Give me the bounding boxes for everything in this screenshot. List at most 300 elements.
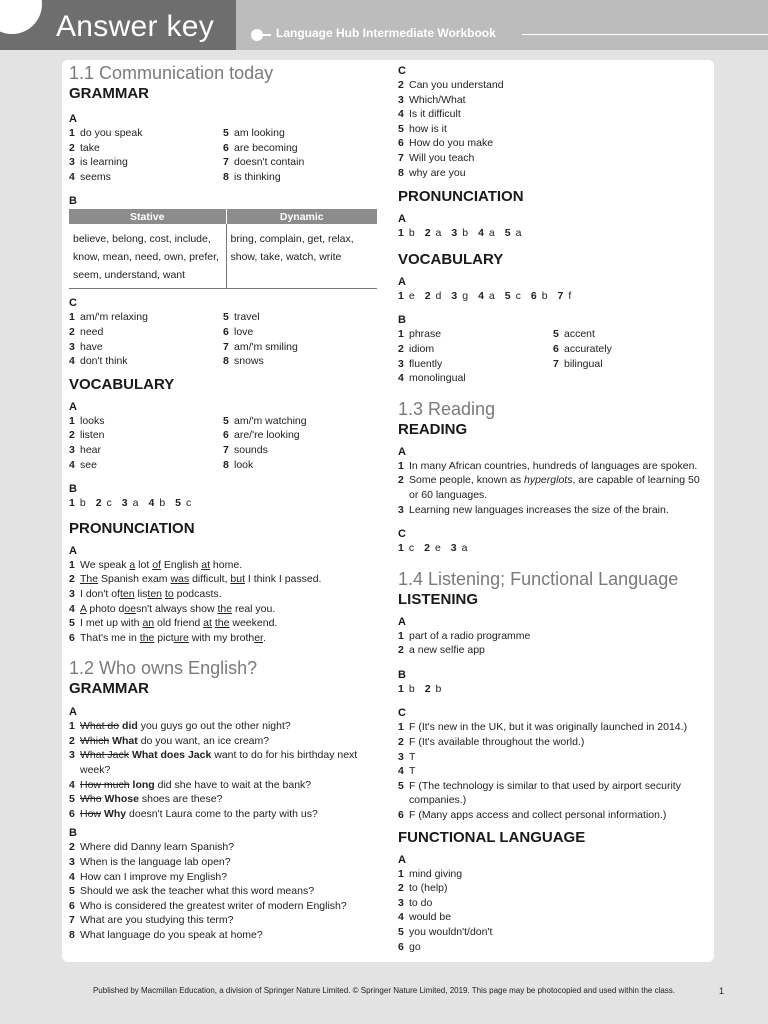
list-item	[398, 136, 708, 151]
exercise-letter: A	[69, 113, 77, 125]
item-text: mind giving	[409, 867, 463, 880]
inline-answers	[69, 496, 377, 511]
text-segment: an	[142, 617, 155, 630]
list-item	[69, 428, 223, 443]
item-text: seems	[80, 170, 111, 183]
item-text: F (Many apps access and collect personal information.)	[409, 809, 667, 822]
item-number: 4	[69, 602, 75, 615]
item-number: 3	[69, 749, 75, 762]
item-number: 1	[398, 227, 404, 240]
list-item	[69, 170, 223, 185]
list-item	[223, 428, 377, 443]
text-segment: , are capable of learning 50 or 60 languages.	[409, 474, 700, 501]
list-item	[69, 870, 377, 885]
item-text	[409, 503, 669, 518]
item-text: sounds	[234, 443, 268, 456]
item-number: 4	[69, 458, 75, 471]
list-item	[223, 443, 377, 458]
item-number: 7	[557, 289, 564, 302]
item-text: am/'m watching	[234, 414, 307, 427]
list-item	[398, 327, 553, 342]
item-number: 2	[398, 882, 404, 895]
struck-text: How much	[80, 778, 130, 791]
item-number: 4	[69, 355, 75, 368]
item-number: 4	[478, 289, 484, 302]
item-text: take	[80, 141, 100, 154]
item-text: F (It's available throughout the world.)	[409, 736, 585, 749]
list-item	[398, 881, 708, 896]
item-text: How can I improve my English?	[80, 870, 228, 883]
item-number: 5	[69, 617, 75, 630]
text-segment: What	[112, 734, 138, 747]
text-segment: hyperglots	[524, 474, 573, 487]
listening-heading: LISTENING	[398, 590, 479, 608]
item-text: c	[106, 497, 112, 510]
text-segment: weekend.	[229, 617, 278, 630]
text-segment: What does Jack	[131, 749, 212, 762]
item-text: how is it	[409, 122, 447, 135]
exercise-letter: A	[69, 544, 77, 557]
item-number: 2	[69, 141, 75, 154]
list-item	[553, 342, 708, 357]
list-item	[69, 458, 223, 473]
reading-heading: READING	[398, 420, 468, 438]
text-segment: at	[203, 617, 212, 630]
item-text: love	[234, 325, 254, 338]
list-item	[398, 764, 708, 779]
text-segment: We speak	[80, 558, 130, 571]
item-text: b	[79, 497, 86, 510]
item-text	[80, 558, 242, 573]
item-number: 2	[398, 736, 404, 749]
vocabulary-heading: VOCABULARY	[69, 375, 175, 393]
item-number: 5	[398, 122, 404, 135]
list-item	[223, 126, 377, 141]
item-number: 8	[223, 458, 229, 471]
text-segment: real you.	[232, 602, 276, 615]
list-item	[398, 473, 708, 502]
answer-list	[69, 414, 377, 472]
item-text: Who is considered the greatest writer of modern English?	[80, 899, 347, 912]
item-text: you wouldn't/don't	[409, 926, 493, 938]
item-text: Where did Danny learn Spanish?	[80, 841, 235, 854]
page-number: 1	[719, 986, 725, 996]
struck-text: What do	[80, 720, 120, 733]
item-number: 1	[69, 720, 75, 733]
exercise-letter: B	[398, 668, 406, 681]
item-text: accent	[564, 328, 595, 341]
item-text: have	[80, 340, 103, 353]
text-segment: I don't of	[80, 587, 120, 600]
list-item	[69, 572, 377, 587]
item-number: 5	[69, 793, 75, 806]
item-number: 4	[398, 108, 404, 121]
item-number: 1	[398, 289, 404, 302]
list-item	[398, 342, 553, 357]
item-number: 1	[69, 558, 75, 571]
item-text: bilingual	[564, 357, 603, 370]
item-number: 3	[69, 443, 75, 456]
item-number: 6	[69, 899, 75, 912]
text-segment: ten	[119, 587, 135, 600]
answer-list	[69, 126, 377, 184]
item-text: c	[408, 542, 415, 555]
item-text: hear	[80, 443, 102, 456]
text-segment: Whose	[104, 793, 139, 806]
section-title-1-4: 1.4 Listening; Functional Language	[398, 568, 679, 589]
exercise-letter: A	[398, 445, 406, 458]
item-number: 5	[398, 926, 404, 938]
item-text: part of a radio programme	[409, 629, 531, 642]
item-number: 5	[175, 497, 181, 510]
text-segment: pict	[154, 631, 174, 644]
text-segment: That's me in	[80, 631, 140, 644]
text-segment: shoes are these?	[138, 793, 223, 806]
list-item	[69, 913, 377, 928]
list-item	[69, 558, 377, 573]
item-text	[80, 734, 269, 749]
list-item	[398, 896, 708, 911]
item-text: a	[461, 542, 468, 555]
item-number: 6	[530, 289, 537, 302]
item-text: c	[186, 497, 192, 510]
item-text	[409, 473, 708, 502]
text-segment: I think I passed.	[245, 573, 322, 586]
list-item	[223, 458, 377, 473]
text-segment: English	[160, 558, 202, 571]
item-text: a new selfie app	[409, 644, 485, 657]
item-text: listen	[80, 429, 105, 442]
functional-language-heading: FUNCTIONAL LANGUAGE	[398, 828, 586, 846]
item-text: b	[408, 227, 415, 240]
item-text: Should we ask the teacher what this word means?	[80, 885, 315, 898]
text-segment: ten	[147, 587, 163, 600]
list-item	[398, 940, 708, 955]
exercise-letter: C	[398, 65, 406, 77]
item-number: 4	[398, 765, 404, 778]
text-segment: of	[152, 558, 161, 571]
item-number: 5	[223, 311, 229, 324]
list-item	[398, 371, 553, 386]
item-text: phrase	[409, 328, 442, 341]
item-text	[80, 778, 311, 793]
pronunciation-heading: PRONUNCIATION	[69, 519, 195, 537]
list-item	[223, 340, 377, 355]
list-item	[223, 414, 377, 429]
list-item	[223, 170, 377, 185]
list-item	[69, 631, 377, 646]
answer-list	[69, 840, 377, 942]
item-text: a	[488, 289, 495, 302]
list-item	[398, 459, 708, 474]
item-text: am/'m smiling	[234, 340, 298, 353]
item-text: Will you teach	[409, 151, 475, 164]
text-segment: did	[122, 720, 138, 733]
answer-list	[398, 867, 708, 955]
item-number: 1	[398, 459, 404, 472]
item-number: 3	[398, 896, 404, 909]
text-segment: oe	[124, 602, 137, 615]
item-text: e	[408, 289, 415, 302]
item-text	[80, 748, 377, 777]
list-item	[69, 126, 223, 141]
item-text: b	[541, 289, 548, 302]
pronunciation-heading: PRONUNCIATION	[398, 188, 524, 206]
answer-list	[398, 459, 708, 517]
item-number: 4	[69, 778, 75, 791]
list-item	[69, 748, 377, 777]
item-text: am/'m relaxing	[80, 311, 148, 324]
item-number: 2	[69, 429, 75, 442]
item-text	[80, 602, 275, 617]
list-item	[69, 325, 223, 340]
item-text: b	[462, 227, 469, 240]
list-item	[398, 867, 708, 882]
page-header	[0, 0, 768, 50]
header-subtitle-block	[236, 0, 768, 50]
list-item	[69, 616, 377, 631]
item-text	[80, 587, 222, 602]
item-text: d	[435, 289, 442, 302]
exercise-letter: A	[69, 706, 77, 719]
item-text: F (The technology is similar to that used by airport security companies.)	[409, 779, 681, 807]
item-text: Which/What	[409, 93, 466, 106]
struck-text: Who	[80, 793, 102, 806]
item-number: 2	[424, 682, 431, 695]
answer-list	[69, 310, 377, 368]
item-text: c	[515, 289, 521, 302]
publisher-footer: Published by Macmillan Education, a division of Springer Nature Limited. © Springer Nature Limited, 2019. This page may be photocopied and used within the class.	[92, 986, 676, 995]
inline-answers	[398, 541, 708, 556]
list-item	[398, 779, 708, 808]
item-number: 2	[398, 474, 404, 487]
text-segment: home.	[210, 558, 243, 571]
section-title-1-1: 1.1 Communication today	[69, 63, 274, 83]
text-segment: to	[164, 587, 174, 600]
item-text: would be	[409, 911, 452, 924]
item-number: 1	[398, 542, 404, 555]
item-text: What are you studying this term?	[80, 914, 234, 927]
item-number: 3	[69, 587, 75, 600]
exercise-letter: A	[398, 275, 406, 288]
struck-text: Which	[80, 734, 110, 747]
item-text: are becoming	[234, 141, 298, 154]
list-item	[69, 602, 377, 617]
item-number: 3	[451, 227, 458, 240]
list-item	[69, 719, 377, 734]
text-segment: want to do for his birthday next week?	[80, 749, 358, 777]
item-text: fluently	[409, 357, 443, 370]
item-text: look	[234, 458, 254, 471]
stative-verbs-cell: believe, belong, cost, include, know, mean, need, own, prefer, seem, understand, want	[69, 224, 226, 289]
item-text: accurately	[564, 342, 612, 355]
right-column	[398, 64, 708, 954]
text-segment: old friend	[154, 617, 204, 630]
item-text: a	[435, 227, 442, 240]
list-item	[69, 443, 223, 458]
item-number: 6	[223, 325, 229, 338]
list-item	[398, 78, 708, 93]
item-text: go	[409, 940, 421, 953]
exercise-letter: A	[398, 213, 406, 226]
item-number: 3	[121, 497, 128, 510]
list-item	[69, 899, 377, 914]
exercise-letter: B	[69, 827, 77, 840]
item-text	[80, 719, 291, 734]
exercise-letter: C	[69, 297, 77, 310]
item-text: T	[409, 765, 416, 778]
inline-answers	[398, 682, 708, 697]
struck-text: What Jack	[80, 749, 130, 762]
header-circle-decoration	[0, 0, 42, 34]
list-item	[398, 93, 708, 108]
item-number: 2	[398, 342, 404, 355]
bullet-dot-icon	[251, 29, 263, 41]
item-number: 4	[398, 911, 404, 924]
item-number: 7	[223, 156, 229, 169]
left-column	[69, 62, 377, 943]
item-number: 8	[223, 170, 229, 183]
item-number: 3	[398, 503, 404, 516]
section-title-1-3: 1.3 Reading	[398, 398, 496, 419]
list-item	[69, 587, 377, 602]
item-number: 5	[553, 328, 559, 341]
text-segment: sn't always show	[136, 602, 218, 615]
item-number: 2	[398, 79, 404, 91]
list-item	[69, 928, 377, 943]
list-item	[553, 357, 708, 372]
stative-dynamic-table	[69, 209, 377, 289]
text-segment: Why	[103, 807, 127, 820]
text-segment: doesn't Laura come to the party with us?	[126, 807, 318, 820]
item-number: 3	[398, 357, 404, 370]
text-segment: Some people, known as	[409, 474, 524, 487]
exercise-letter: A	[398, 853, 406, 866]
item-text: doesn't contain	[234, 156, 305, 169]
item-number: 5	[398, 779, 404, 792]
item-number: 5	[504, 289, 511, 302]
list-item	[398, 735, 708, 750]
list-item	[223, 310, 377, 325]
item-number: 4	[69, 170, 75, 183]
item-number: 6	[398, 137, 404, 150]
item-number: 3	[398, 750, 404, 763]
answer-list	[398, 629, 708, 658]
item-number: 8	[69, 929, 75, 941]
item-number: 5	[223, 127, 229, 139]
item-number: 7	[223, 340, 229, 353]
list-item	[69, 778, 377, 793]
struck-text: How	[80, 807, 102, 820]
item-number: 7	[69, 914, 75, 927]
grammar-heading: GRAMMAR	[69, 85, 149, 102]
item-number: 1	[398, 328, 404, 341]
list-item	[398, 910, 708, 925]
item-text: to do	[409, 896, 433, 909]
item-text: a	[132, 497, 139, 510]
item-text: travel	[234, 311, 260, 324]
answer-list	[398, 720, 708, 822]
list-item	[398, 808, 708, 823]
answer-list	[398, 327, 708, 385]
text-segment: the	[139, 631, 155, 644]
text-segment: a	[129, 558, 136, 571]
list-item	[69, 792, 377, 807]
exercise-letter: C	[398, 707, 406, 720]
list-item	[223, 325, 377, 340]
list-item	[398, 151, 708, 166]
item-number: 8	[223, 355, 229, 368]
text-segment: A	[80, 602, 87, 615]
item-number: 7	[398, 151, 404, 164]
list-item	[398, 750, 708, 765]
item-text: g	[462, 289, 469, 302]
text-segment: ure	[173, 631, 189, 644]
exercise-letter: B	[398, 314, 406, 327]
item-text: is thinking	[234, 170, 281, 183]
text-segment: Learning new languages increases the size of the brain.	[409, 503, 669, 516]
item-text: f	[568, 289, 572, 302]
list-item	[553, 327, 708, 342]
item-text: are/'re looking	[234, 429, 300, 442]
exercise-letter: A	[398, 615, 406, 628]
item-text: e	[434, 542, 441, 555]
item-number: 3	[451, 289, 458, 302]
header-title-block	[0, 0, 236, 50]
list-item	[69, 155, 223, 170]
inline-answers	[398, 226, 708, 241]
text-segment: long	[132, 778, 155, 791]
inline-answers	[398, 289, 708, 304]
list-item	[69, 354, 223, 369]
item-number: 1	[69, 414, 75, 427]
item-number: 2	[69, 573, 75, 586]
header-rule	[522, 34, 768, 35]
list-item	[398, 122, 708, 137]
item-number: 5	[223, 414, 229, 427]
text-segment: the	[217, 602, 233, 615]
text-segment: In many African countries, hundreds of languages are spoken.	[409, 459, 698, 472]
item-number: 6	[69, 631, 75, 644]
item-text: b	[435, 682, 442, 695]
item-number: 4	[148, 497, 155, 510]
table-header-dynamic: Dynamic	[226, 209, 377, 224]
exercise-letter: B	[69, 483, 77, 496]
list-item	[398, 643, 708, 658]
item-text	[80, 631, 266, 646]
item-number: 2	[95, 497, 102, 510]
list-item	[398, 720, 708, 735]
list-item	[69, 840, 377, 855]
text-segment: lot	[135, 558, 153, 571]
list-item	[69, 807, 377, 822]
item-number: 1	[69, 127, 75, 139]
page-title: Answer key	[56, 10, 215, 43]
list-item	[223, 354, 377, 369]
item-number: 2	[424, 289, 431, 302]
item-number: 4	[69, 870, 75, 883]
item-number: 5	[504, 227, 511, 240]
item-text: Can you understand	[409, 79, 504, 91]
text-segment: but	[230, 573, 246, 586]
text-segment: with my broth	[188, 631, 255, 644]
text-segment: you guys go out the other night?	[137, 720, 291, 733]
item-text: a	[488, 227, 495, 240]
text-segment: was	[170, 573, 190, 586]
text-segment: lis	[134, 587, 148, 600]
item-number: 3	[450, 542, 457, 555]
item-number: 1	[398, 721, 404, 734]
